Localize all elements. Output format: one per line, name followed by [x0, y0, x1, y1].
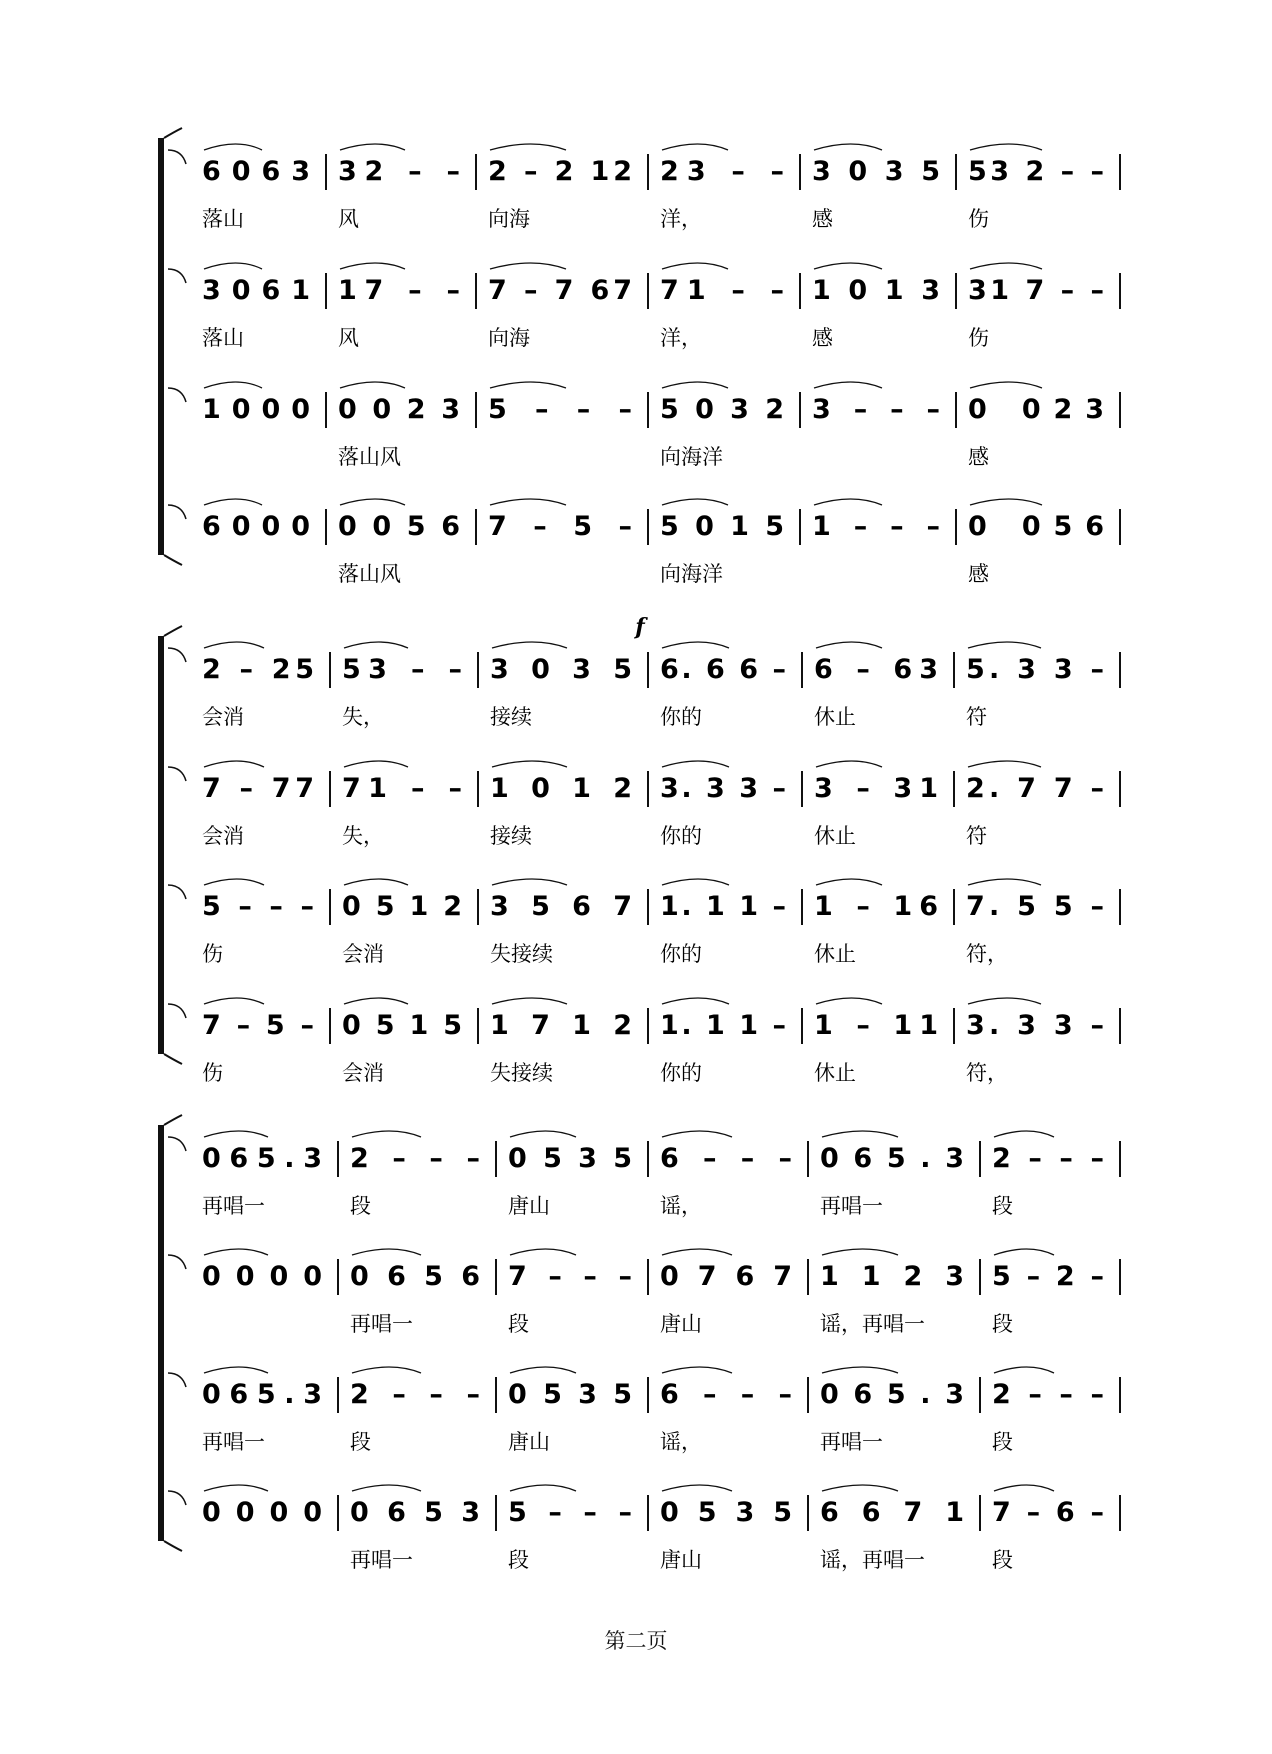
measure-notes: 5. 3 3 – — [966, 654, 1104, 685]
measure-notes: 5032 — [660, 394, 784, 425]
lyric-text: 符 — [966, 705, 987, 729]
slur-arc — [822, 1131, 898, 1137]
slur-arc — [994, 1249, 1054, 1255]
measure-notes: 3 – – – — [812, 394, 940, 425]
slur-arc — [968, 761, 1041, 767]
slur-arc — [814, 144, 882, 150]
lyric-text: 伤 — [968, 207, 989, 231]
slur-arc — [662, 761, 729, 767]
measure-notes: 1 – – – — [812, 511, 940, 542]
lyric-text: 段 — [350, 1194, 371, 1218]
measure-notes: 0535 — [508, 1379, 632, 1410]
measure-notes: 1123 — [820, 1261, 964, 1292]
measure-notes: 5 – – – — [508, 1497, 632, 1528]
lyric-text: 会消 — [202, 824, 244, 848]
voice-tie-hook — [168, 1491, 186, 1505]
lyric-text: 你的 — [660, 824, 702, 848]
measure-notes: 3. 3 3 – — [660, 773, 786, 804]
lyric-text: 段 — [992, 1430, 1013, 1454]
slur-arc — [344, 998, 408, 1004]
lyric-text: 再唱一 — [350, 1548, 413, 1572]
slur-arc — [662, 1131, 732, 1137]
voice-tie-hook — [168, 1255, 186, 1269]
lyric-text: 洋， — [660, 207, 702, 231]
slur-arc — [662, 1367, 732, 1373]
slur-arc — [340, 144, 405, 150]
slur-arc — [814, 263, 882, 269]
lyric-text: 洋， — [660, 326, 702, 350]
lyric-text: 失接续 — [490, 1061, 553, 1085]
slur-arc — [662, 1485, 732, 1491]
lyric-text: 失， — [342, 824, 384, 848]
lyric-text: 休止 — [814, 824, 856, 848]
measure-notes: 1 – 16 — [814, 891, 938, 922]
slur-arc — [968, 642, 1041, 648]
slur-arc — [204, 499, 262, 505]
measure-notes: 0023 — [338, 394, 460, 425]
measure-notes: 6063 — [202, 156, 310, 187]
measure-notes: 065.3 — [820, 1379, 964, 1410]
lyric-text: 谣， — [660, 1194, 702, 1218]
slur-arc — [204, 998, 264, 1004]
slur-arc — [490, 382, 566, 388]
slur-arc — [970, 144, 1042, 150]
lyric-text: 风 — [338, 207, 359, 231]
lyric-text: 再唱一 — [202, 1430, 265, 1454]
measure-notes: 7 – 77 — [202, 773, 314, 804]
measure-notes: 2 – – – — [350, 1143, 480, 1174]
lyric-text: 再唱一 — [202, 1194, 265, 1218]
lyric-text: 会消 — [342, 942, 384, 966]
measure-notes: 0 056 — [968, 511, 1104, 542]
slur-arc — [204, 382, 262, 388]
lyric-text: 再唱一 — [820, 1194, 883, 1218]
measure-notes: 5015 — [660, 511, 784, 542]
slur-arc — [204, 642, 264, 648]
slur-arc — [352, 1485, 421, 1491]
measure-notes: 0535 — [508, 1143, 632, 1174]
lyric-text: 风 — [338, 326, 359, 350]
slur-arc — [490, 144, 566, 150]
lyric-text: 你的 — [660, 705, 702, 729]
slur-arc — [204, 1131, 268, 1137]
measure-notes: 6 – 63 — [814, 654, 938, 685]
page-number: 第二页 — [604, 1629, 668, 1653]
slur-arc — [822, 1485, 898, 1491]
slur-arc — [994, 1367, 1054, 1373]
measure-notes: 1712 — [490, 1010, 632, 1041]
measure-notes: 3567 — [490, 891, 632, 922]
lyric-text: 再唱一 — [350, 1312, 413, 1336]
slur-arc — [662, 1249, 732, 1255]
slur-arc — [970, 263, 1042, 269]
bracket-bottom-hook — [164, 1054, 182, 1064]
measure-notes: 2 – – – — [350, 1379, 480, 1410]
lyric-text: 向海 — [488, 207, 530, 231]
lyric-text: 感 — [968, 562, 989, 586]
measure-notes: 0 023 — [968, 394, 1104, 425]
lyric-text: 谣， — [660, 1430, 702, 1454]
slur-arc — [492, 761, 567, 767]
slur-arc — [490, 263, 566, 269]
lyric-text: 符， — [966, 1061, 1008, 1085]
lyric-text: 失， — [342, 705, 384, 729]
measure-notes: 2 – – – — [992, 1143, 1104, 1174]
slur-arc — [662, 879, 729, 885]
measure-notes: 0767 — [660, 1261, 792, 1292]
slur-arc — [340, 499, 405, 505]
measure-notes: 31 7 – – — [968, 275, 1104, 306]
slur-arc — [204, 144, 262, 150]
voice-tie-hook — [168, 767, 186, 781]
slur-arc — [352, 1249, 421, 1255]
slur-arc — [344, 642, 408, 648]
lyric-text: 谣，再唱一 — [820, 1312, 925, 1336]
measure-notes: 32 – – — [338, 156, 460, 187]
lyric-text: 落山风 — [338, 445, 401, 469]
slur-arc — [510, 1367, 576, 1373]
voice-tie-hook — [168, 150, 186, 164]
bracket-top-hook — [164, 626, 182, 636]
measure-notes: 0515 — [342, 1010, 462, 1041]
lyric-text: 段 — [992, 1194, 1013, 1218]
measure-notes: 5 – – – — [488, 394, 632, 425]
measure-notes: 3. 3 3 – — [966, 1010, 1104, 1041]
lyric-text: 符， — [966, 942, 1008, 966]
lyric-text: 落山 — [202, 207, 244, 231]
measure-notes: 71 – – — [660, 275, 784, 306]
lyric-text: 伤 — [202, 942, 223, 966]
measure-notes: 7 – 7 67 — [488, 275, 632, 306]
measure-notes: 1013 — [812, 275, 940, 306]
slur-arc — [814, 499, 882, 505]
slur-arc — [204, 1485, 268, 1491]
lyric-text: 失接续 — [490, 942, 553, 966]
measure-notes: 53 – – — [342, 654, 462, 685]
lyric-text: 休止 — [814, 705, 856, 729]
slur-arc — [822, 1367, 898, 1373]
voice-tie-hook — [168, 648, 186, 662]
voice-tie-hook — [168, 269, 186, 283]
measure-notes: 53 2 – – — [968, 156, 1104, 187]
slur-arc — [204, 761, 264, 767]
slur-arc — [490, 499, 566, 505]
measure-notes: 0653 — [350, 1497, 480, 1528]
bracket-top-hook — [164, 128, 182, 138]
measure-notes: 2 – – – — [992, 1379, 1104, 1410]
measure-notes: 3 – 31 — [814, 773, 938, 804]
measure-notes: 0656 — [350, 1261, 480, 1292]
slur-arc — [510, 1485, 576, 1491]
slur-arc — [204, 1367, 268, 1373]
slur-arc — [340, 382, 405, 388]
lyric-text: 再唱一 — [820, 1430, 883, 1454]
lyric-text: 落山 — [202, 326, 244, 350]
slur-arc — [816, 642, 882, 648]
measure-notes: 0512 — [342, 891, 462, 922]
measure-notes: 1 – 11 — [814, 1010, 938, 1041]
lyric-text: 伤 — [968, 326, 989, 350]
slur-arc — [816, 879, 882, 885]
measure-notes: 1. 1 1 – — [660, 891, 786, 922]
lyric-text: 唐山 — [660, 1312, 702, 1336]
measure-notes: 5 – – – — [202, 891, 314, 922]
slur-arc — [662, 642, 729, 648]
voice-tie-hook — [168, 1373, 186, 1387]
slur-arc — [968, 879, 1041, 885]
measure-notes: 6 – – – — [660, 1379, 792, 1410]
voice-tie-hook — [168, 1137, 186, 1151]
measure-notes: 065.3 — [820, 1143, 964, 1174]
measure-notes: 1012 — [490, 773, 632, 804]
lyric-text: 向海洋 — [660, 562, 723, 586]
slur-arc — [344, 879, 408, 885]
measure-notes: 0000 — [202, 1261, 322, 1292]
measure-notes: 3035 — [812, 156, 940, 187]
measure-notes: 23 – – — [660, 156, 784, 187]
lyric-text: 感 — [968, 445, 989, 469]
slur-arc — [814, 382, 882, 388]
voice-tie-hook — [168, 505, 186, 519]
measure-notes: 7 – – – — [508, 1261, 632, 1292]
system-bracket — [158, 636, 164, 1054]
lyric-text: 休止 — [814, 1061, 856, 1085]
measure-notes: 7 – 6 – — [992, 1497, 1104, 1528]
measure-notes: 6 – – – — [660, 1143, 792, 1174]
slur-arc — [352, 1367, 421, 1373]
lyric-text: 接续 — [490, 705, 532, 729]
slur-arc — [510, 1249, 576, 1255]
lyric-text: 感 — [812, 207, 833, 231]
voice-tie-hook — [168, 388, 186, 402]
lyric-text: 你的 — [660, 1061, 702, 1085]
measure-notes: 3061 — [202, 275, 310, 306]
slur-arc — [970, 499, 1042, 505]
lyric-text: 唐山 — [508, 1430, 550, 1454]
measure-notes: 065.3 — [202, 1143, 322, 1174]
lyric-text: 段 — [508, 1312, 529, 1336]
slur-arc — [822, 1249, 898, 1255]
measure-notes: 6671 — [820, 1497, 964, 1528]
measure-notes: 0000 — [202, 1497, 322, 1528]
voice-tie-hook — [168, 1004, 186, 1018]
lyric-text: 段 — [350, 1430, 371, 1454]
slur-arc — [492, 998, 567, 1004]
slur-arc — [510, 1131, 576, 1137]
slur-arc — [492, 642, 567, 648]
measure-notes: 0535 — [660, 1497, 792, 1528]
measure-notes: 7 – 5 – — [488, 511, 632, 542]
lyric-text: 会消 — [202, 705, 244, 729]
lyric-text: 唐山 — [508, 1194, 550, 1218]
lyric-text: 接续 — [490, 824, 532, 848]
measure-notes: 3035 — [490, 654, 632, 685]
slur-arc — [816, 761, 882, 767]
lyric-text: 段 — [992, 1312, 1013, 1336]
lyric-text: 伤 — [202, 1061, 223, 1085]
measure-notes: 6000 — [202, 511, 310, 542]
slur-arc — [344, 761, 408, 767]
measure-notes: 2. 7 7 – — [966, 773, 1104, 804]
lyric-text: 感 — [812, 326, 833, 350]
slur-arc — [662, 499, 728, 505]
slur-arc — [352, 1131, 421, 1137]
lyric-text: 符 — [966, 824, 987, 848]
lyric-text: 谣，再唱一 — [820, 1548, 925, 1572]
slur-arc — [816, 998, 882, 1004]
lyric-text: 向海洋 — [660, 445, 723, 469]
measure-notes: 7 – 5 – — [202, 1010, 314, 1041]
slur-arc — [662, 382, 728, 388]
slur-arc — [492, 879, 567, 885]
slur-arc — [968, 998, 1041, 1004]
bracket-top-hook — [164, 1115, 182, 1125]
slur-arc — [662, 998, 729, 1004]
system-bracket — [158, 138, 164, 555]
measure-notes: 2 – 2 12 — [488, 156, 632, 187]
bracket-bottom-hook — [164, 555, 182, 565]
lyric-text: 段 — [508, 1548, 529, 1572]
lyric-text: 你的 — [660, 942, 702, 966]
system-bracket — [158, 1125, 164, 1541]
dynamic-marking: f — [635, 614, 645, 640]
measure-notes: 17 – – — [338, 275, 460, 306]
measure-notes: 5 – 2 – — [992, 1261, 1104, 1292]
measure-notes: 065.3 — [202, 1379, 322, 1410]
slur-arc — [994, 1485, 1054, 1491]
lyric-text: 休止 — [814, 942, 856, 966]
lyric-text: 会消 — [342, 1061, 384, 1085]
bracket-bottom-hook — [164, 1541, 182, 1551]
slur-arc — [204, 1249, 268, 1255]
slur-arc — [204, 263, 262, 269]
lyric-text: 向海 — [488, 326, 530, 350]
slur-arc — [340, 263, 405, 269]
voice-tie-hook — [168, 885, 186, 899]
measure-notes: 6. 6 6 – — [660, 654, 786, 685]
slur-arc — [994, 1131, 1054, 1137]
slur-arc — [970, 382, 1042, 388]
measure-notes: 1000 — [202, 394, 310, 425]
lyric-text: 段 — [992, 1548, 1013, 1572]
lyric-text: 唐山 — [660, 1548, 702, 1572]
measure-notes: 71 – – — [342, 773, 462, 804]
slur-arc — [662, 263, 728, 269]
measure-notes: 0056 — [338, 511, 460, 542]
slur-arc — [204, 879, 264, 885]
slur-arc — [662, 144, 728, 150]
measure-notes: 2 – 25 — [202, 654, 314, 685]
measure-notes: 7. 5 5 – — [966, 891, 1104, 922]
lyric-text: 落山风 — [338, 562, 401, 586]
measure-notes: 1. 1 1 – — [660, 1010, 786, 1041]
